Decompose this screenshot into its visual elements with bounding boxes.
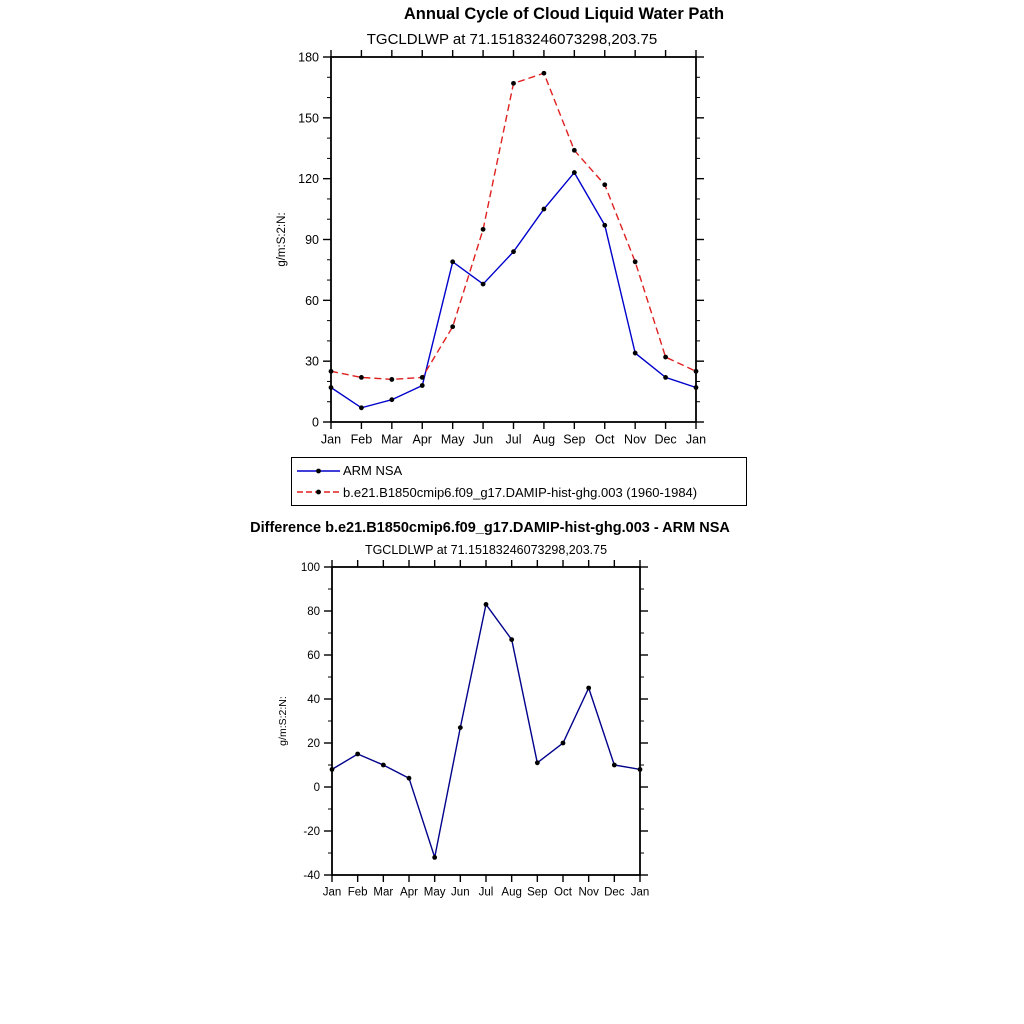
chart2-subtitle: TGCLDLWP at 71.15183246073298,203.75 — [364, 543, 608, 557]
difference-line-chart — [240, 560, 700, 905]
legend-item-arm-nsa — [296, 463, 742, 478]
svg-text:Jan: Jan — [322, 886, 342, 899]
chart1-title: Annual Cycle of Cloud Liquid Water Path — [403, 5, 725, 23]
legend-label: ARM NSA — [343, 463, 403, 479]
svg-text:Sep: Sep — [527, 886, 548, 899]
svg-text:40: 40 — [307, 694, 320, 707]
svg-text:150: 150 — [298, 111, 319, 126]
svg-text:20: 20 — [307, 738, 320, 751]
svg-text:May: May — [440, 432, 465, 447]
annual-cycle-line-chart — [240, 45, 780, 460]
legend-line-sample-dashed — [296, 486, 341, 498]
chart1-subtitle: TGCLDLWP at 71.15183246073298,203.75 — [366, 31, 658, 48]
svg-text:Oct: Oct — [595, 432, 615, 447]
svg-text:Jan: Jan — [630, 886, 650, 899]
svg-text:Dec: Dec — [604, 886, 625, 899]
chart2-title: Difference b.e21.B1850cmip6.f09_g17.DAMIP-hist-ghg.003 - ARM NSA — [250, 520, 730, 536]
svg-text:Aug: Aug — [501, 886, 522, 899]
svg-text:Mar: Mar — [373, 886, 394, 899]
svg-text:Sep: Sep — [563, 432, 586, 447]
svg-text:120: 120 — [298, 172, 319, 187]
svg-text:-20: -20 — [303, 826, 320, 839]
svg-text:Nov: Nov — [624, 432, 647, 447]
svg-text:Jun: Jun — [451, 886, 470, 899]
svg-text:60: 60 — [307, 650, 320, 663]
legend-item-model — [296, 485, 742, 500]
svg-text:Dec: Dec — [654, 432, 677, 447]
svg-text:g/m:S:2:N:: g/m:S:2:N: — [277, 696, 289, 746]
svg-text:Apr: Apr — [400, 886, 418, 899]
legend — [291, 457, 747, 506]
svg-text:Feb: Feb — [350, 432, 373, 447]
svg-text:30: 30 — [305, 354, 319, 369]
svg-text:Jun: Jun — [473, 432, 494, 447]
svg-text:g/m:S:2:N:: g/m:S:2:N: — [276, 212, 288, 267]
legend-label: b.e21.B1850cmip6.f09_g17.DAMIP-hist-ghg.003 (1960-1984) — [343, 484, 698, 500]
svg-text:May: May — [423, 886, 446, 899]
svg-text:Jul: Jul — [505, 432, 522, 447]
svg-text:Jan: Jan — [320, 432, 342, 447]
svg-text:Nov: Nov — [578, 886, 599, 899]
svg-text:60: 60 — [305, 293, 319, 308]
svg-text:80: 80 — [307, 606, 320, 619]
svg-text:Jan: Jan — [685, 432, 707, 447]
svg-text:Jul: Jul — [478, 886, 494, 899]
svg-text:Aug: Aug — [532, 432, 556, 447]
svg-text:Mar: Mar — [381, 432, 403, 447]
svg-text:180: 180 — [298, 50, 319, 65]
svg-text:100: 100 — [300, 562, 320, 575]
svg-text:Feb: Feb — [347, 886, 368, 899]
svg-text:Apr: Apr — [412, 432, 432, 447]
svg-text:90: 90 — [305, 233, 319, 247]
svg-text:Oct: Oct — [554, 886, 572, 899]
legend-line-sample-solid — [296, 465, 341, 477]
svg-text:-40: -40 — [303, 870, 320, 883]
svg-text:0: 0 — [313, 782, 320, 795]
svg-text:0: 0 — [312, 415, 319, 430]
